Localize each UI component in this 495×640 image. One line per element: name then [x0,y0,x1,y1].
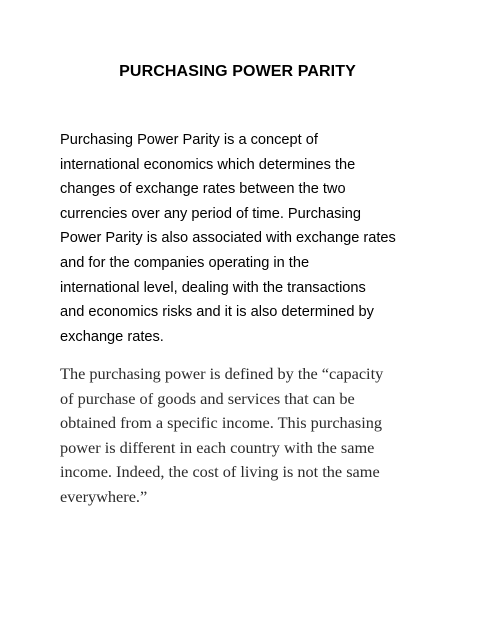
paragraph-line: obtained from a specific income. This purchasing [60,413,383,432]
paragraph-line: of purchase of goods and services that can be [60,388,355,408]
paragraph-line: Power Parity is also associated with exchange rates [60,230,396,247]
definition-paragraph [60,362,440,509]
paragraph-line: income. Indeed, the cost of living is not the same [60,462,380,481]
page-title: PURCHASING POWER PARITY [119,63,356,80]
paragraph-line: international level, dealing with the transactions [60,279,366,296]
paragraph-line: currencies over any period of time. Purchasing [60,205,361,222]
paragraph-line: power is different in each country with the same [60,437,375,457]
paragraph-line: international economics which determines the [60,156,356,173]
paragraph-line: and for the companies operating in the [60,254,310,271]
intro-paragraph [60,128,440,349]
paragraph-line: everywhere.” [60,486,148,506]
paragraph-line: and economics risks and it is also determined by [60,304,374,321]
paragraph-line: changes of exchange rates between the two [60,181,346,198]
paragraph-line: Purchasing Power Parity is a concept of [60,132,318,148]
paragraph-line: The purchasing power is defined by the “capacity [60,364,384,383]
paragraph-line: exchange rates. [60,328,164,345]
